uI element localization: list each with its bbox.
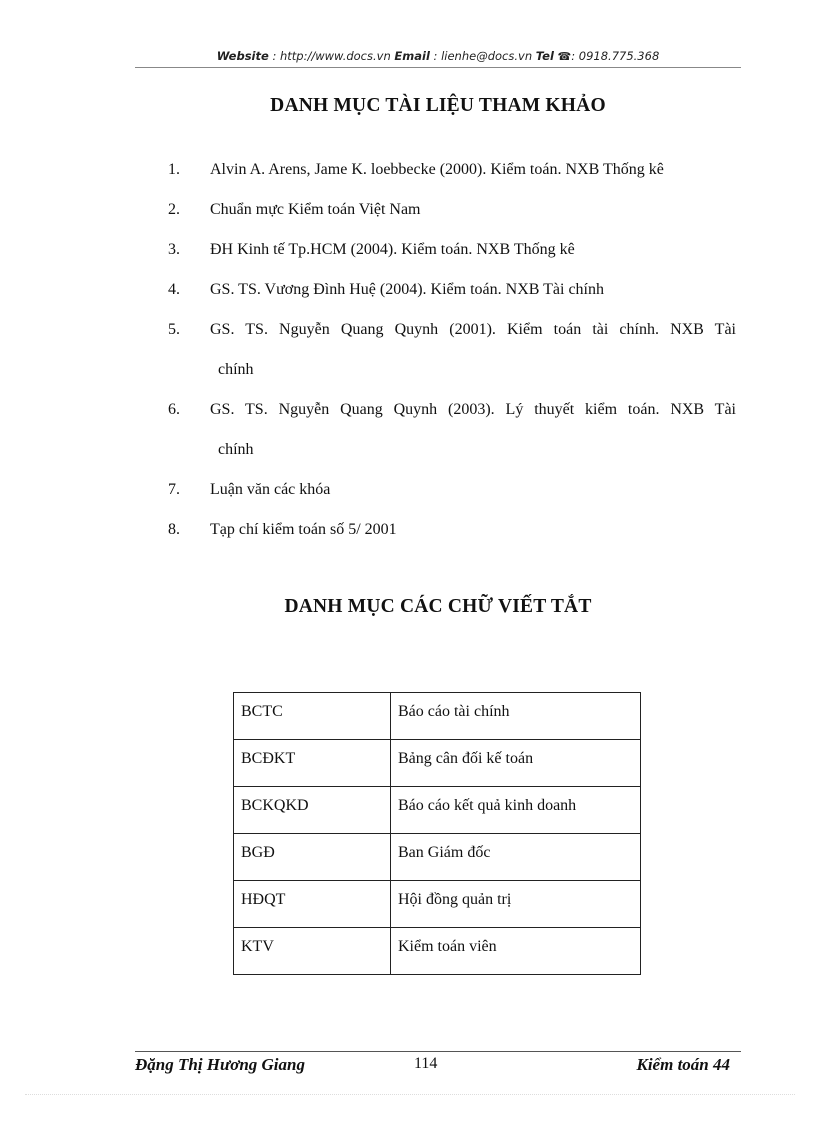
reference-text: Luận văn các khóa	[210, 481, 331, 498]
abbreviations-table	[233, 692, 641, 975]
reference-number: 7.	[168, 481, 180, 498]
reference-item	[168, 510, 736, 550]
reference-text-continued: chính	[218, 441, 254, 458]
abbreviation-cell: KTV	[234, 928, 391, 975]
reference-item	[168, 230, 736, 270]
footer-course: Kiểm toán 44	[636, 1055, 730, 1074]
footer-divider	[135, 1051, 741, 1052]
tel-value: 0918.775.368	[578, 49, 660, 63]
page-bottom-divider	[25, 1094, 795, 1095]
abbreviation-cell: BCKQKD	[234, 787, 391, 834]
website-url[interactable]: http://www.docs.vn	[279, 49, 391, 63]
abbreviation-cell: HĐQT	[234, 881, 391, 928]
table-row	[234, 928, 641, 975]
email-value[interactable]: lienhe@docs.vn	[441, 49, 533, 63]
reference-text: Tạp chí kiểm toán số 5/ 2001	[210, 521, 397, 538]
table-row	[234, 881, 641, 928]
reference-item	[168, 270, 736, 310]
reference-text-continued: chính	[218, 361, 254, 378]
tel-sep: :	[571, 49, 579, 63]
table-row	[234, 693, 641, 740]
meaning-cell: Bảng cân đối kế toán	[391, 740, 641, 787]
reference-number: 2.	[168, 201, 180, 218]
tel-label: Tel	[535, 49, 554, 63]
abbreviation-cell: BGĐ	[234, 834, 391, 881]
reference-text: GS. TS. Nguyễn Quang Quynh (2003). Lý thuyết kiểm toán. NXB Tài	[210, 401, 736, 418]
reference-number: 8.	[168, 521, 180, 538]
phone-icon: ☎	[557, 50, 572, 63]
website-label: Website	[216, 49, 269, 63]
table-row	[234, 834, 641, 881]
meaning-cell: Kiểm toán viên	[391, 928, 641, 975]
meaning-cell: Báo cáo kết quả kinh doanh	[391, 787, 641, 834]
reference-item	[168, 190, 736, 230]
meaning-cell: Báo cáo tài chính	[391, 693, 641, 740]
abbreviation-cell: BCTC	[234, 693, 391, 740]
reference-number: 4.	[168, 281, 180, 298]
email-sep: :	[429, 49, 442, 63]
email-label: Email	[394, 49, 430, 63]
reference-number: 5.	[168, 321, 180, 338]
abbreviations-title: DANH MỤC CÁC CHỮ VIẾT TẮT	[284, 596, 592, 617]
reference-number: 1.	[168, 161, 180, 178]
reference-item	[168, 390, 736, 470]
reference-item	[168, 310, 736, 390]
page-number: 114	[414, 1055, 438, 1072]
reference-number: 3.	[168, 241, 180, 258]
reference-item	[168, 470, 736, 510]
reference-text: Alvin A. Arens, Jame K. loebbecke (2000). Kiểm toán. NXB Thống kê	[210, 161, 664, 178]
references-title: DANH MỤC TÀI LIỆU THAM KHẢO	[270, 95, 606, 116]
table-row	[234, 740, 641, 787]
table-row	[234, 787, 641, 834]
reference-text: ĐH Kinh tế Tp.HCM (2004). Kiểm toán. NXB Thống kê	[210, 241, 575, 258]
abbreviation-cell: BCĐKT	[234, 740, 391, 787]
reference-text: GS. TS. Nguyễn Quang Quynh (2001). Kiểm toán tài chính. NXB Tài	[210, 321, 736, 338]
reference-number: 6.	[168, 401, 180, 418]
meaning-cell: Ban Giám đốc	[391, 834, 641, 881]
reference-text: GS. TS. Vương Đình Huệ (2004). Kiểm toán. NXB Tài chính	[210, 281, 604, 298]
footer-author: Đặng Thị Hương Giang	[135, 1055, 305, 1074]
website-sep: :	[268, 49, 280, 63]
reference-text: Chuẩn mực Kiểm toán Việt Nam	[210, 201, 421, 218]
reference-list	[0, 0, 816, 560]
meaning-cell: Hội đồng quản trị	[391, 881, 641, 928]
reference-item	[168, 150, 736, 190]
